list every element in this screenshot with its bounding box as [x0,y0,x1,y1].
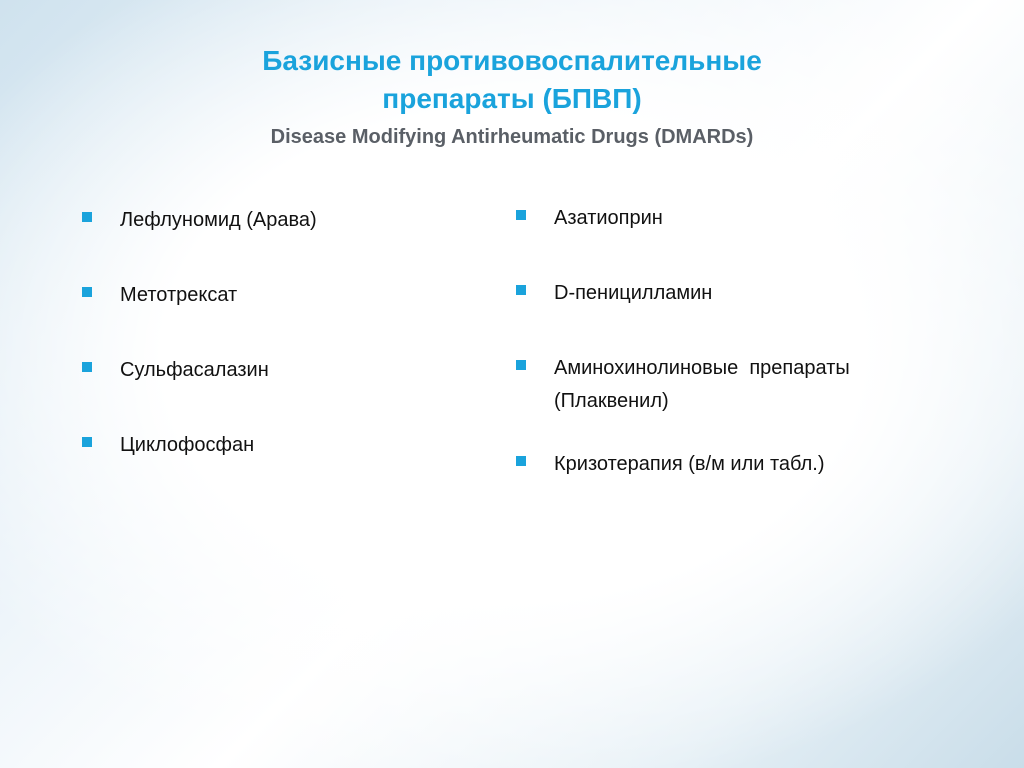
square-bullet-icon [516,456,526,466]
list-item [514,202,944,235]
list-item [80,279,460,312]
list-item-text-line-2: (Плаквенил) [554,390,669,412]
title-block [112,42,912,150]
list-item-text-line-1: Аминохинолиновые препараты [554,357,850,379]
slide-title [112,42,912,118]
title-line-2: препараты (БПВП) [382,83,642,114]
title-line-1: Базисные противовоспалительные [262,45,762,76]
square-bullet-icon [516,360,526,370]
square-bullet-icon [516,210,526,220]
list-item-text: Сульфасалазин [120,359,269,381]
square-bullet-icon [82,362,92,372]
list-item [514,277,944,310]
left-bullet-list [80,204,460,504]
square-bullet-icon [82,287,92,297]
list-item-text: Лефлуномид (Арава) [120,209,317,231]
list-item-text: Метотрексат [120,284,238,306]
list-item [514,448,944,481]
list-item [80,429,460,462]
list-item-text: Кризотерапия (в/м или табл.) [554,453,825,475]
list-item [80,204,460,237]
square-bullet-icon [82,437,92,447]
square-bullet-icon [82,212,92,222]
list-item [80,354,460,387]
list-item [514,352,944,418]
list-item-text: Азатиоприн [554,207,663,229]
slide-subtitle: Disease Modifying Antirheumatic Drugs (DMARDs) [270,126,754,148]
list-item-text: Циклофосфан [120,434,255,456]
right-bullet-list [514,202,944,481]
list-item-text: D-пеницилламин [554,282,713,304]
square-bullet-icon [516,285,526,295]
